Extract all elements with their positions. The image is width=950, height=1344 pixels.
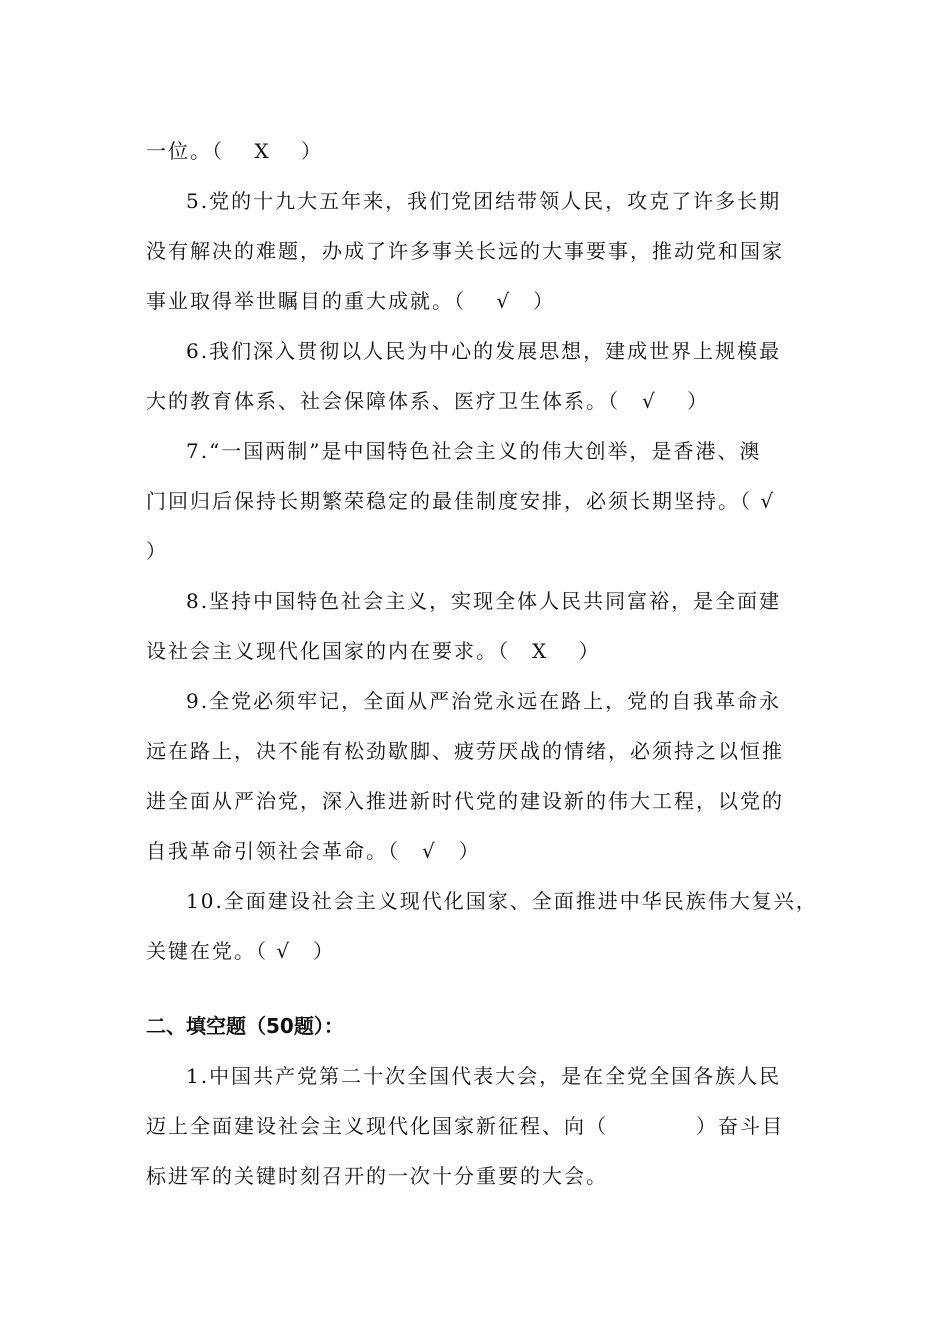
q7-line-3: ）: [146, 539, 168, 563]
q7-line-2: 门回归后保持长期繁荣稳定的最佳制度安排，必须长期坚持。（ √: [146, 489, 776, 513]
fill1-line-1: 1.中国共产党第二十次全国代表大会，是在全党全国各族人民: [186, 1064, 782, 1088]
q10-line-2: 关键在党。（ √ ）: [146, 939, 336, 963]
fill1-line-3: 标进军的关键时刻召开的一次十分重要的大会。: [146, 1164, 608, 1188]
q7-line-1: 7.“一国两制”是中国特色社会主义的伟大创举，是香港、澳: [186, 439, 762, 463]
q5-line-2: 没有解决的难题，办成了许多事关长远的大事要事，推动党和国家: [146, 239, 784, 263]
q8-line-2: 设社会主义现代化国家的内在要求。（ X ）: [146, 639, 601, 663]
q9-line-4: 自我革命引领社会革命。（ √ ）: [146, 839, 481, 863]
q8-line-1: 8.坚持中国特色社会主义，实现全体人民共同富裕，是全面建: [186, 589, 782, 613]
q6-line-2: 大的教育体系、社会保障体系、医疗卫生体系。（ √ ）: [146, 389, 710, 413]
q9-line-3: 进全面从严治党，深入推进新时代党的建设新的伟大工程，以党的: [146, 789, 784, 813]
q9-line-2: 远在路上，决不能有松劲歇脚、疲劳厌战的情绪，必须持之以恒推: [146, 739, 784, 763]
q4-tail-line: 一位。（ X ）: [146, 139, 323, 163]
fill1-line-2: 迈上全面建设社会主义现代化国家新征程、向（ ）奋斗目: [146, 1114, 784, 1138]
q5-line-3: 事业取得举世瞩目的重大成就。（ √ ）: [146, 289, 556, 313]
q5-line-1: 5.党的十九大五年来，我们党团结带领人民，攻克了许多长期: [186, 189, 782, 213]
q10-line-1: 10.全面建设社会主义现代化国家、全面推进中华民族伟大复兴，: [186, 889, 818, 913]
q9-line-1: 9.全党必须牢记，全面从严治党永远在路上，党的自我革命永: [186, 689, 782, 713]
section-2-heading: 二、填空题（50题）：: [146, 1014, 344, 1038]
q6-line-1: 6.我们深入贯彻以人民为中心的发展思想，建成世界上规模最: [186, 339, 782, 363]
